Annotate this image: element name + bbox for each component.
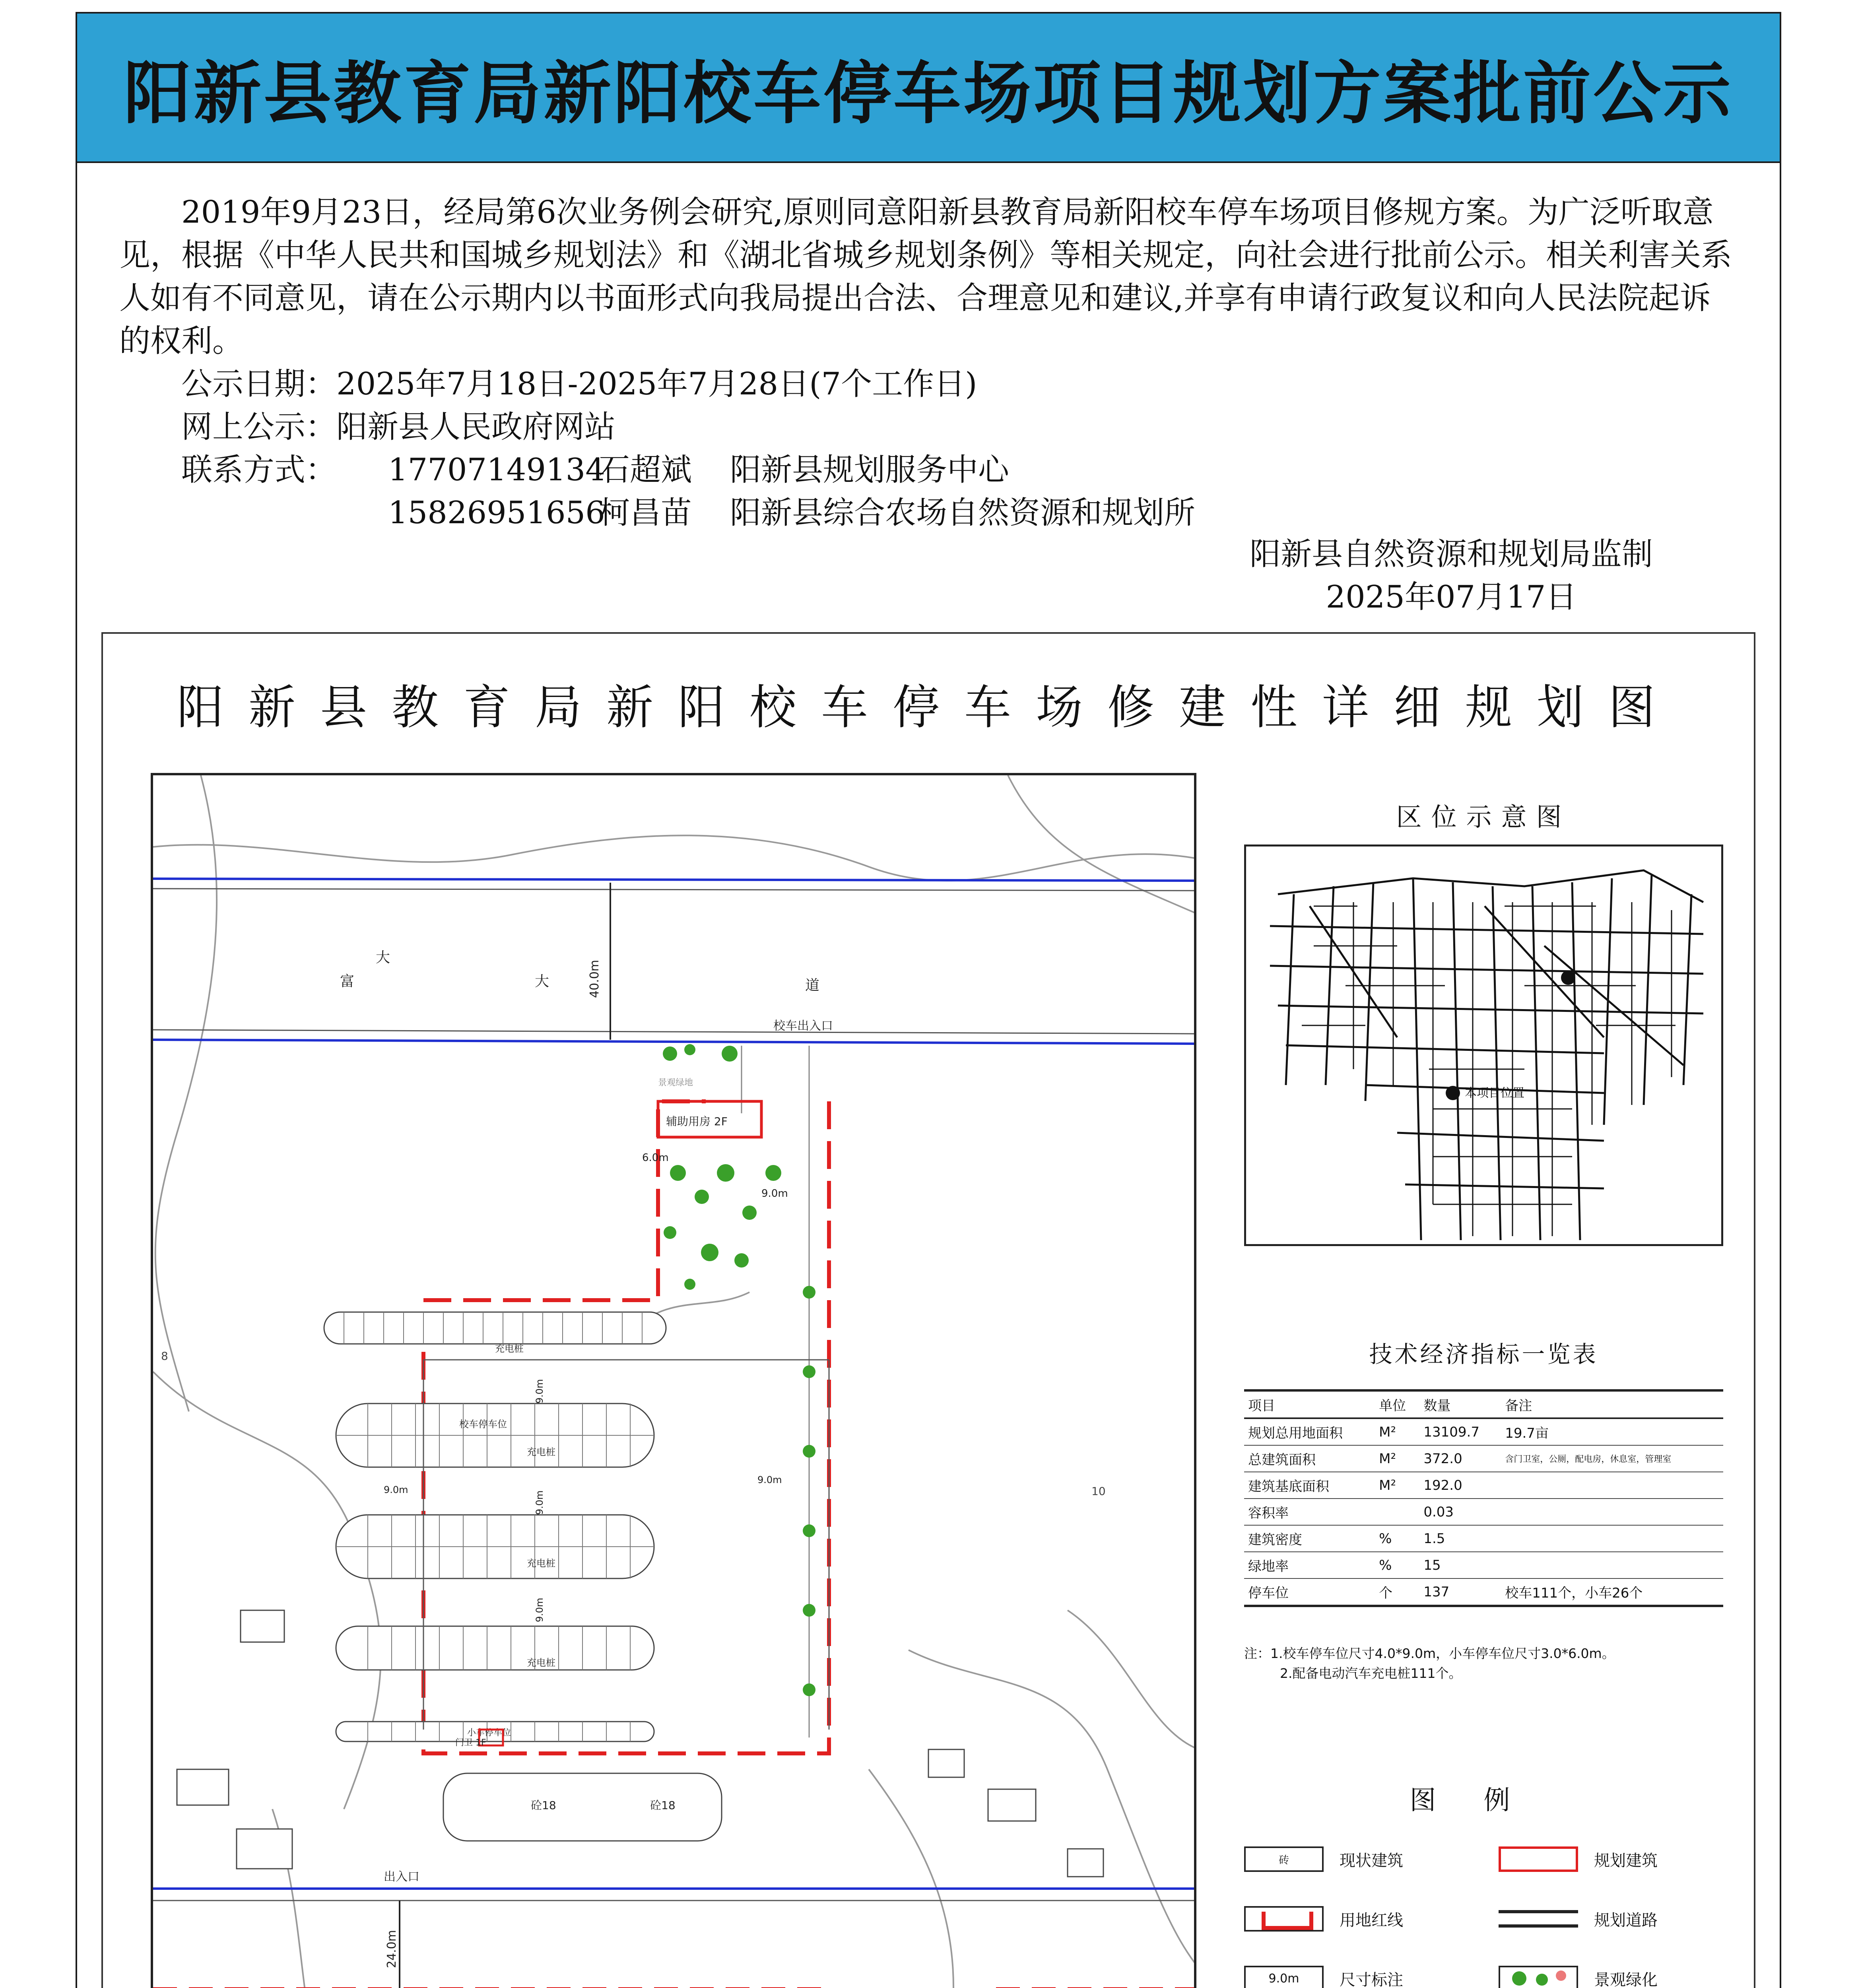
charging-label: 充电桩: [527, 1446, 555, 1458]
road-label: 大: [376, 949, 390, 966]
indicator-notes: [1244, 1644, 1723, 1683]
contact-name: 柯昌苗: [599, 495, 692, 531]
legend-label: 尺寸标注: [1340, 1971, 1403, 1988]
cell-unit: %: [1375, 1552, 1419, 1578]
cell-value: 15: [1419, 1552, 1501, 1578]
table-row: [1244, 1445, 1723, 1472]
note-line: 注：1.校车停车位尺寸4.0*9.0m，小车停车位尺寸3.0*6.0m。: [1244, 1646, 1615, 1661]
cell-item: 总建筑面积: [1244, 1445, 1375, 1472]
signoff: [1193, 533, 1710, 619]
page-title: 阳新县教育局新阳校车停车场项目规划方案批前公示: [123, 54, 1733, 133]
table-header: 单位: [1375, 1390, 1419, 1418]
cell-item: 绿地率: [1244, 1552, 1375, 1578]
table-header: 数量: [1419, 1390, 1501, 1418]
cell-item: 规划总用地面积: [1244, 1418, 1375, 1445]
legend-item: [1244, 1966, 1403, 1988]
bus-parking-label: 校车停车位: [459, 1419, 507, 1430]
legend-label: 规划道路: [1594, 1911, 1658, 1930]
cell-value: 192.0: [1419, 1472, 1501, 1499]
building-label: 砼18: [531, 1799, 556, 1812]
dimension-label: 9.0m: [757, 1474, 782, 1485]
notice-paragraph: 2019年9月23日，经局第6次业务例会研究,原则同意阳新县教育局新阳校车停车场项目修规方案。为广泛听取意见，根据《中华人民共和国城乡规划法》和《湖北省城乡规划条例》等相关规定，向社会进行批前公示。相关利害关系人如有不同意见，请在公示期内以书面形式向我局提出合法、合理意见和建议,并享有申请行政复议和向人民法院起诉的权利。: [119, 194, 1732, 359]
road-width-label: 24.0m: [385, 1930, 399, 1968]
cell-value: 137: [1419, 1578, 1501, 1606]
landscape-symbol: [1499, 1966, 1578, 1988]
legend-title: 图例: [1410, 1785, 1558, 1815]
legend-item: [1499, 1966, 1658, 1988]
cell-value: 1.5: [1419, 1525, 1501, 1552]
site-plan-drawing: [153, 775, 1196, 1988]
gate-label: 门卫 1F: [455, 1738, 486, 1748]
dimension-label: 9.0m: [761, 1188, 788, 1200]
building-label: 砼18: [650, 1799, 676, 1812]
legend-item: [1499, 1906, 1658, 1932]
legend-label: 现状建筑: [1340, 1851, 1403, 1870]
cell-note: 校车111个，小车26个: [1501, 1578, 1723, 1606]
contact-label: 联系方式：: [181, 452, 337, 488]
cell-item: 建筑密度: [1244, 1525, 1375, 1552]
landscape-label: 景观绿地: [658, 1078, 693, 1088]
cell-note: [1501, 1525, 1723, 1552]
road-label: 大: [535, 973, 549, 990]
contact-org: 阳新县规划服务中心: [730, 452, 1010, 488]
charging-label: 充电桩: [495, 1343, 524, 1354]
cell-note: 含门卫室，公厕，配电房，休息室，管理室: [1501, 1445, 1723, 1472]
table-row: [1244, 1418, 1723, 1445]
road-label: 富: [340, 973, 355, 990]
site-number: 8: [161, 1349, 168, 1363]
road-label: 道: [805, 977, 820, 994]
contact-name: 石超斌: [599, 452, 692, 488]
landscape-trees: [663, 1044, 815, 1696]
site-plan-map: [151, 773, 1196, 1988]
car-parking-label: 小车停车位: [467, 1728, 511, 1738]
legend-label: 景观绿化: [1594, 1971, 1658, 1988]
cell-note: [1501, 1552, 1723, 1578]
banner: [76, 12, 1781, 163]
bus-entrance-label: 校车出入口: [773, 1019, 833, 1033]
road-width-label: 40.0m: [588, 959, 602, 998]
legend-item: [1499, 1846, 1658, 1872]
dimension-label: 9.0m: [534, 1490, 545, 1515]
legend-label: 规划建筑: [1594, 1851, 1658, 1870]
notice-date: 公示日期：2025年7月18日-2025年7月28日(7个工作日): [181, 366, 977, 402]
charging-label: 充电桩: [527, 1558, 555, 1569]
table-header: 项目: [1244, 1390, 1375, 1418]
entrance-label: 出入口: [384, 1870, 419, 1884]
cell-unit: [1375, 1499, 1419, 1525]
south-road: [153, 1889, 1196, 1988]
contact-phone: 15826951656: [388, 495, 605, 531]
cell-item: 建筑基底面积: [1244, 1472, 1375, 1499]
table-row: [1244, 1552, 1723, 1578]
project-location-label: 本项目位置: [1465, 1086, 1524, 1100]
plan-title: 阳新县教育局新阳校车停车场修建性详细规划图: [177, 680, 1680, 735]
existing-building-symbol: 砖: [1244, 1846, 1324, 1872]
legend-item: [1244, 1906, 1403, 1932]
cell-note: 19.7亩: [1501, 1418, 1723, 1445]
table-row: [1244, 1499, 1723, 1525]
plan-sheet: [101, 632, 1755, 1988]
locator-drawing: [1246, 846, 1723, 1246]
redline-symbol: [1244, 1906, 1324, 1932]
contact-org: 阳新县综合农场自然资源和规划所: [730, 495, 1196, 531]
cell-value: 372.0: [1419, 1445, 1501, 1472]
note-line: 2.配备电动汽车充电桩111个。: [1280, 1666, 1462, 1681]
cell-value: 0.03: [1419, 1499, 1501, 1525]
indicator-table: [1244, 1389, 1723, 1607]
aux-building-label: 辅助用房 2F: [666, 1115, 728, 1128]
cell-note: [1501, 1472, 1723, 1499]
site-number: 10: [1091, 1485, 1106, 1498]
notice-text: [119, 191, 1734, 534]
notice-website: 网上公示：阳新县人民政府网站: [181, 409, 616, 445]
legend-label: 用地红线: [1340, 1911, 1403, 1930]
contact-row-1: [119, 448, 1734, 491]
fuda-avenue: [153, 879, 1196, 1044]
dimension-label: 9.0m: [384, 1484, 408, 1495]
cell-item: 容积率: [1244, 1499, 1375, 1525]
indicator-table-title: 技术经济指标一览表: [1369, 1341, 1598, 1368]
planned-road-symbol: [1499, 1906, 1578, 1932]
planned-building-symbol: [1499, 1846, 1578, 1872]
dimension-label: 9.0m: [534, 1379, 545, 1404]
charging-label: 充电桩: [527, 1657, 555, 1668]
contact-phone: 17707149134: [388, 452, 605, 488]
signoff-org: 阳新县自然资源和规划局监制: [1249, 536, 1653, 572]
table-row: [1244, 1525, 1723, 1552]
cell-unit: 个: [1375, 1578, 1419, 1606]
legend-item: [1244, 1846, 1403, 1872]
table-row: [1244, 1578, 1723, 1606]
locator-map: [1244, 845, 1723, 1246]
cell-unit: M²: [1375, 1472, 1419, 1499]
table-row: [1244, 1472, 1723, 1499]
signoff-date: 2025年07月17日: [1326, 579, 1577, 615]
cell-unit: M²: [1375, 1445, 1419, 1472]
contact-row-2: [119, 491, 1734, 534]
cell-unit: %: [1375, 1525, 1419, 1552]
cell-note: [1501, 1499, 1723, 1525]
cell-item: 停车位: [1244, 1578, 1375, 1606]
locator-title: 区位示意图: [1396, 803, 1571, 832]
dimension-symbol: 9.0m: [1244, 1966, 1324, 1988]
cell-unit: M²: [1375, 1418, 1419, 1445]
table-header: 备注: [1501, 1390, 1723, 1418]
parking-rows: [324, 1312, 666, 1741]
cell-value: 13109.7: [1419, 1418, 1501, 1445]
dimension-label: 9.0m: [534, 1598, 545, 1622]
dimension-label: 6.0m: [642, 1152, 669, 1164]
